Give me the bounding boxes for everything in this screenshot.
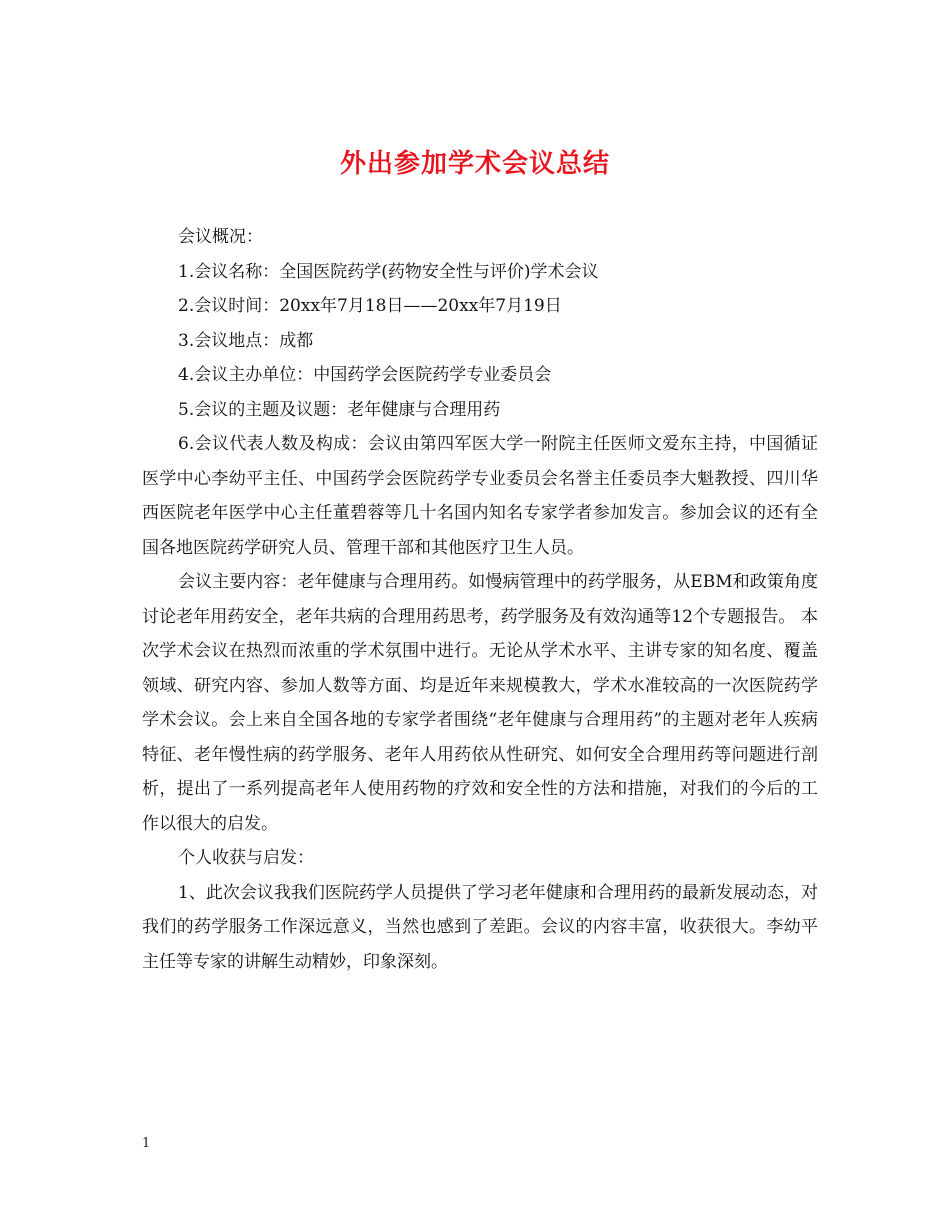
paragraph-meeting-location: 3.会议地点：成都	[178, 330, 314, 351]
paragraph-meeting-theme: 5.会议的主题及议题：老年健康与合理用药	[178, 399, 501, 420]
paragraph-meeting-name: 1.会议名称：全国医院药学(药物安全性与评价)学术会议	[178, 261, 599, 282]
paragraph-meeting-organizer: 4.会议主办单位：中国药学会医院药学专业委员会	[178, 365, 552, 385]
page-number: 1	[142, 1136, 151, 1151]
paragraph-attendees: 6.会议代表人数及构成：会议由第四军医大学一附院主任医师文爱东主持，中国循证医学中心李幼平主任、中国药学会医院药学专业委员会名誉主任委员李大魁教授、四川华西医院老年医学中心主任董碧蓉等几十名国内知名专家学者参加发言。参加会议的还有全国各地医院药学研究人员、管理干部和其他医疗卫生人员。	[142, 434, 818, 558]
paragraph-meeting-time: 2.会议时间：20xx年7月18日——20xx年7月19日	[178, 296, 562, 316]
document-title: 外出参加学术会议总结	[339, 149, 610, 179]
paragraph-gains-detail: 1、此次会议我我们医院药学人员提供了学习老年健康和合理用药的最新发展动态，对我们的药学服务工作深远意义，当然也感到了差距。会议的内容丰富，收获很大。李幼平主任等专家的讲解生动精妙，印象深刻。	[142, 882, 818, 972]
paragraph-overview-heading: 会议概况：	[178, 227, 263, 247]
paragraph-gains-heading: 个人收获与启发：	[178, 848, 314, 868]
document-body	[142, 220, 818, 979]
paragraph-main-content: 会议主要内容：老年健康与合理用药。如慢病管理中的药学服务，从EBM和政策角度讨论老年用药安全，老年共病的合理用药思考，药学服务及有效沟通等12个专题报告。 本次学术会议在热烈而浓重的学术氛围中进行。无论从学术水平、主讲专家的知名度、覆盖领域、研究内容、参加人数等方面、均是近年来规模教大，学术水准较高的一次医院药学学术会议。会上来自全国各地的专家学者围绕“老年健康与合理用药”的主题对老年人疾病特征、老年慢性病的药学服务、老年人用药依从性研究、如何安全合理用药等问题进行剖析，提出了一系列提高老年人使用药物的疗效和安全性的方法和措施，对我们的今后的工作以很大的启发。	[142, 572, 818, 834]
